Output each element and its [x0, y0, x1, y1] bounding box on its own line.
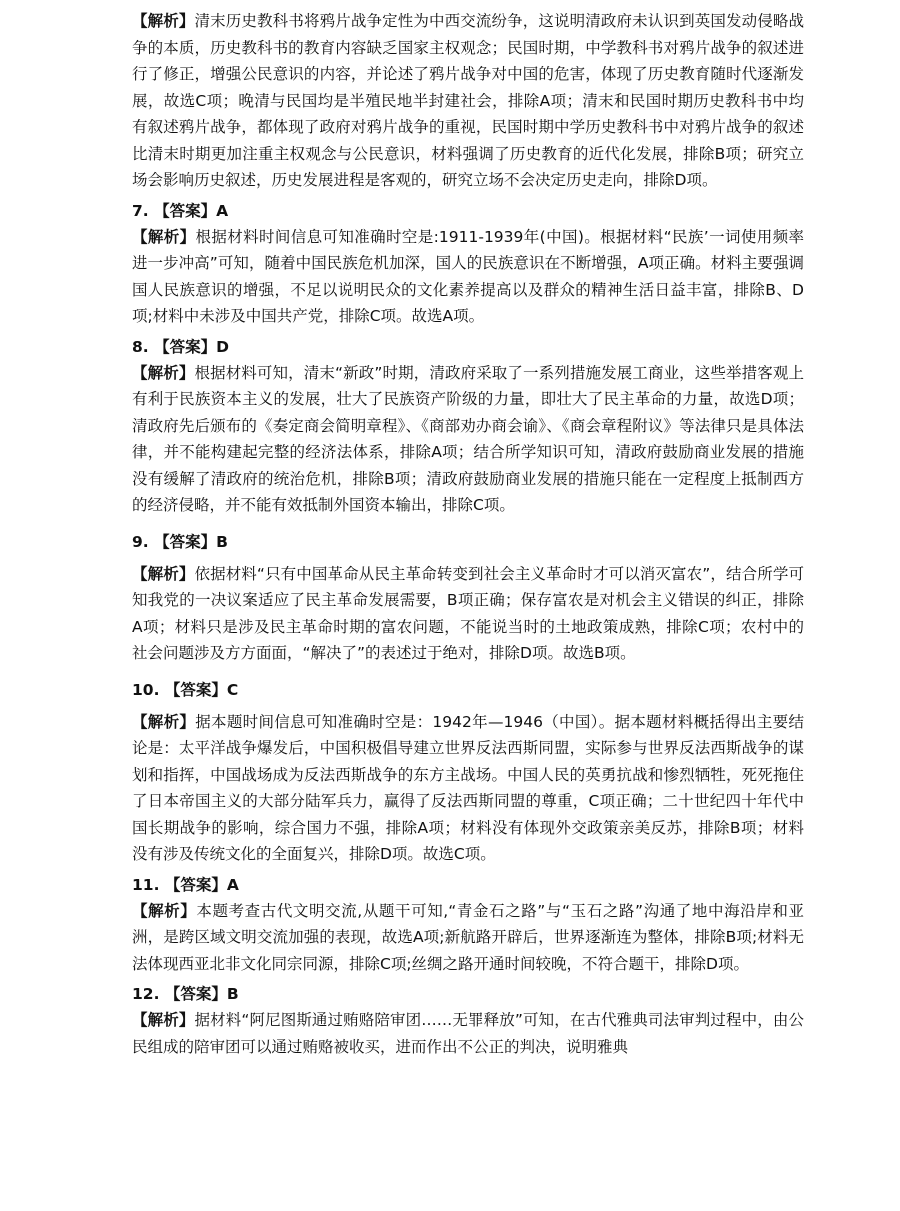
- answer-letter: B: [226, 985, 239, 1003]
- analysis-11: 【解析】本题考查古代文明交流,从题干可知,“青金石之路”与“玉石之路”沟通了地中海沿岸和亚洲，是跨区域文明交流加强的表现，故选A项;新航路开辟后，世界逐渐连为整体，排除B项;材料无法体现西亚北非文化同宗同源，排除C项;丝绸之路开通时间较晚，不符合题干，排除D项。: [132, 901, 804, 973]
- answer-heading-11: 11. 【答案】A: [132, 875, 239, 894]
- answer-letter: B: [216, 532, 228, 551]
- answer-heading-9: 9. 【答案】B: [132, 532, 228, 551]
- answer-letter: C: [226, 680, 239, 699]
- answer-heading-10: 10. 【答案】C: [132, 680, 239, 699]
- intro-analysis: [132, 8, 804, 194]
- analysis-8: 【解析】根据材料可知，清末“新政”时期，清政府采取了一系列措施发展工商业，这些举措客观上有利于民族资本主义的发展，壮大了民族资产阶级的力量，即壮大了民主革命的力量，故选D项；清政府先后颁布的《奏定商会简明章程》、《商部劝办商会谕》、《商会章程附议》等法律只是具体法律，并不能构建起完整的经济法体系，排除A项；结合所学知识可知，清政府鼓励商业发展的措施没有缓解了清政府的统治危机，排除B项；清政府鼓励商业发展的措施只能在一定程度上抵制西方的经济侵略，并不能有效抵制外国资本输出，排除C项。: [132, 363, 804, 514]
- analysis-tag: 【解析】: [132, 12, 195, 30]
- analysis-9: 【解析】依据材料“只有中国革命从民主革命转变到社会主义革命时才可以消灭富农”，结合所学可知我党的一决议案适应了民主革命发展需要，B项正确；保存富农是对机会主义错误的纠正，排除A项；材料只是涉及民主革命时期的富农问题，不能说当时的土地政策成熟，排除C项；农村中的社会问题涉及方方面面，“解决了”的表述过于绝对，排除D项。故选B项。: [132, 564, 804, 662]
- analysis-7: 【解析】根据材料时间信息可知准确时空是:1911-1939年(中国)。根据材料“民族’一词使用频率进一步冲高”可知，随着中国民族危机加深，国人的民族意识在不断增强，A项正确。材料主要强调国人民族意识的增强，不足以说明民众的文化素养提高以及群众的精神生活日益丰富，排除B、D项;材料中未涉及中国共产党，排除C项。故选A项。: [132, 227, 804, 325]
- answer-letter: A: [226, 875, 239, 894]
- answer-letter: A: [216, 201, 229, 220]
- analysis-text: 清末历史教科书将鸦片战争定性为中西交流纷争，这说明清政府未认识到英国发动侵略战争的本质，历史教科书的教育内容缺乏国家主权观念；民国时期，中学教科书对鸦片战争的叙述进行了修正，增强公民意识的内容，并论述了鸦片战争对中国的危害，体现了历史教育随时代逐渐发展，故选C项；晚清与民国均是半殖民地半封建社会，排除A项；清末和民国时期历史教科书中均有叙述鸦片战争，都体现了政府对鸦片战争的重视，民国时期中学历史教科书中对鸦片战争的叙述比清末时期更加注重主权观念与公民意识，材料强调了历史教育的近代化发展，排除B项；研究立场会影响历史叙述，历史发展进程是客观的，研究立场不会决定历史走向，排除D项。: [132, 12, 804, 189]
- answer-heading-12: 12. 【答案】B: [132, 985, 239, 1003]
- answer-letter: D: [216, 337, 229, 356]
- analysis-12: 【解析】据材料“阿尼图斯通过贿赂陪审团……无罪释放”可知，在古代雅典司法审判过程中，由公民组成的陪审团可以通过贿赂被收买，进而作出不公正的判决，说明雅典: [132, 1011, 804, 1056]
- answer-heading-8: 8. 【答案】D: [132, 337, 229, 356]
- answer-heading-7: 7. 【答案】A: [132, 201, 229, 220]
- analysis-10: 【解析】据本题时间信息可知准确时空是：1942年—1946（中国）。据本题材料概括得出主要结论是：太平洋战争爆发后，中国积极倡导建立世界反法西斯同盟，实际参与世界反法西斯战争的谋划和指挥，中国战场成为反法西斯战争的东方主战场。中国人民的英勇抗战和惨烈牺牲，死死拖住了日本帝国主义的大部分陆军兵力，赢得了反法西斯同盟的尊重，C项正确；二十世纪四十年代中国长期战争的影响，综合国力不强，排除A项；材料没有体现外交政策亲美反苏，排除B项；材料没有涉及传统文化的全面复兴，排除D项。故选C项。: [132, 712, 804, 863]
